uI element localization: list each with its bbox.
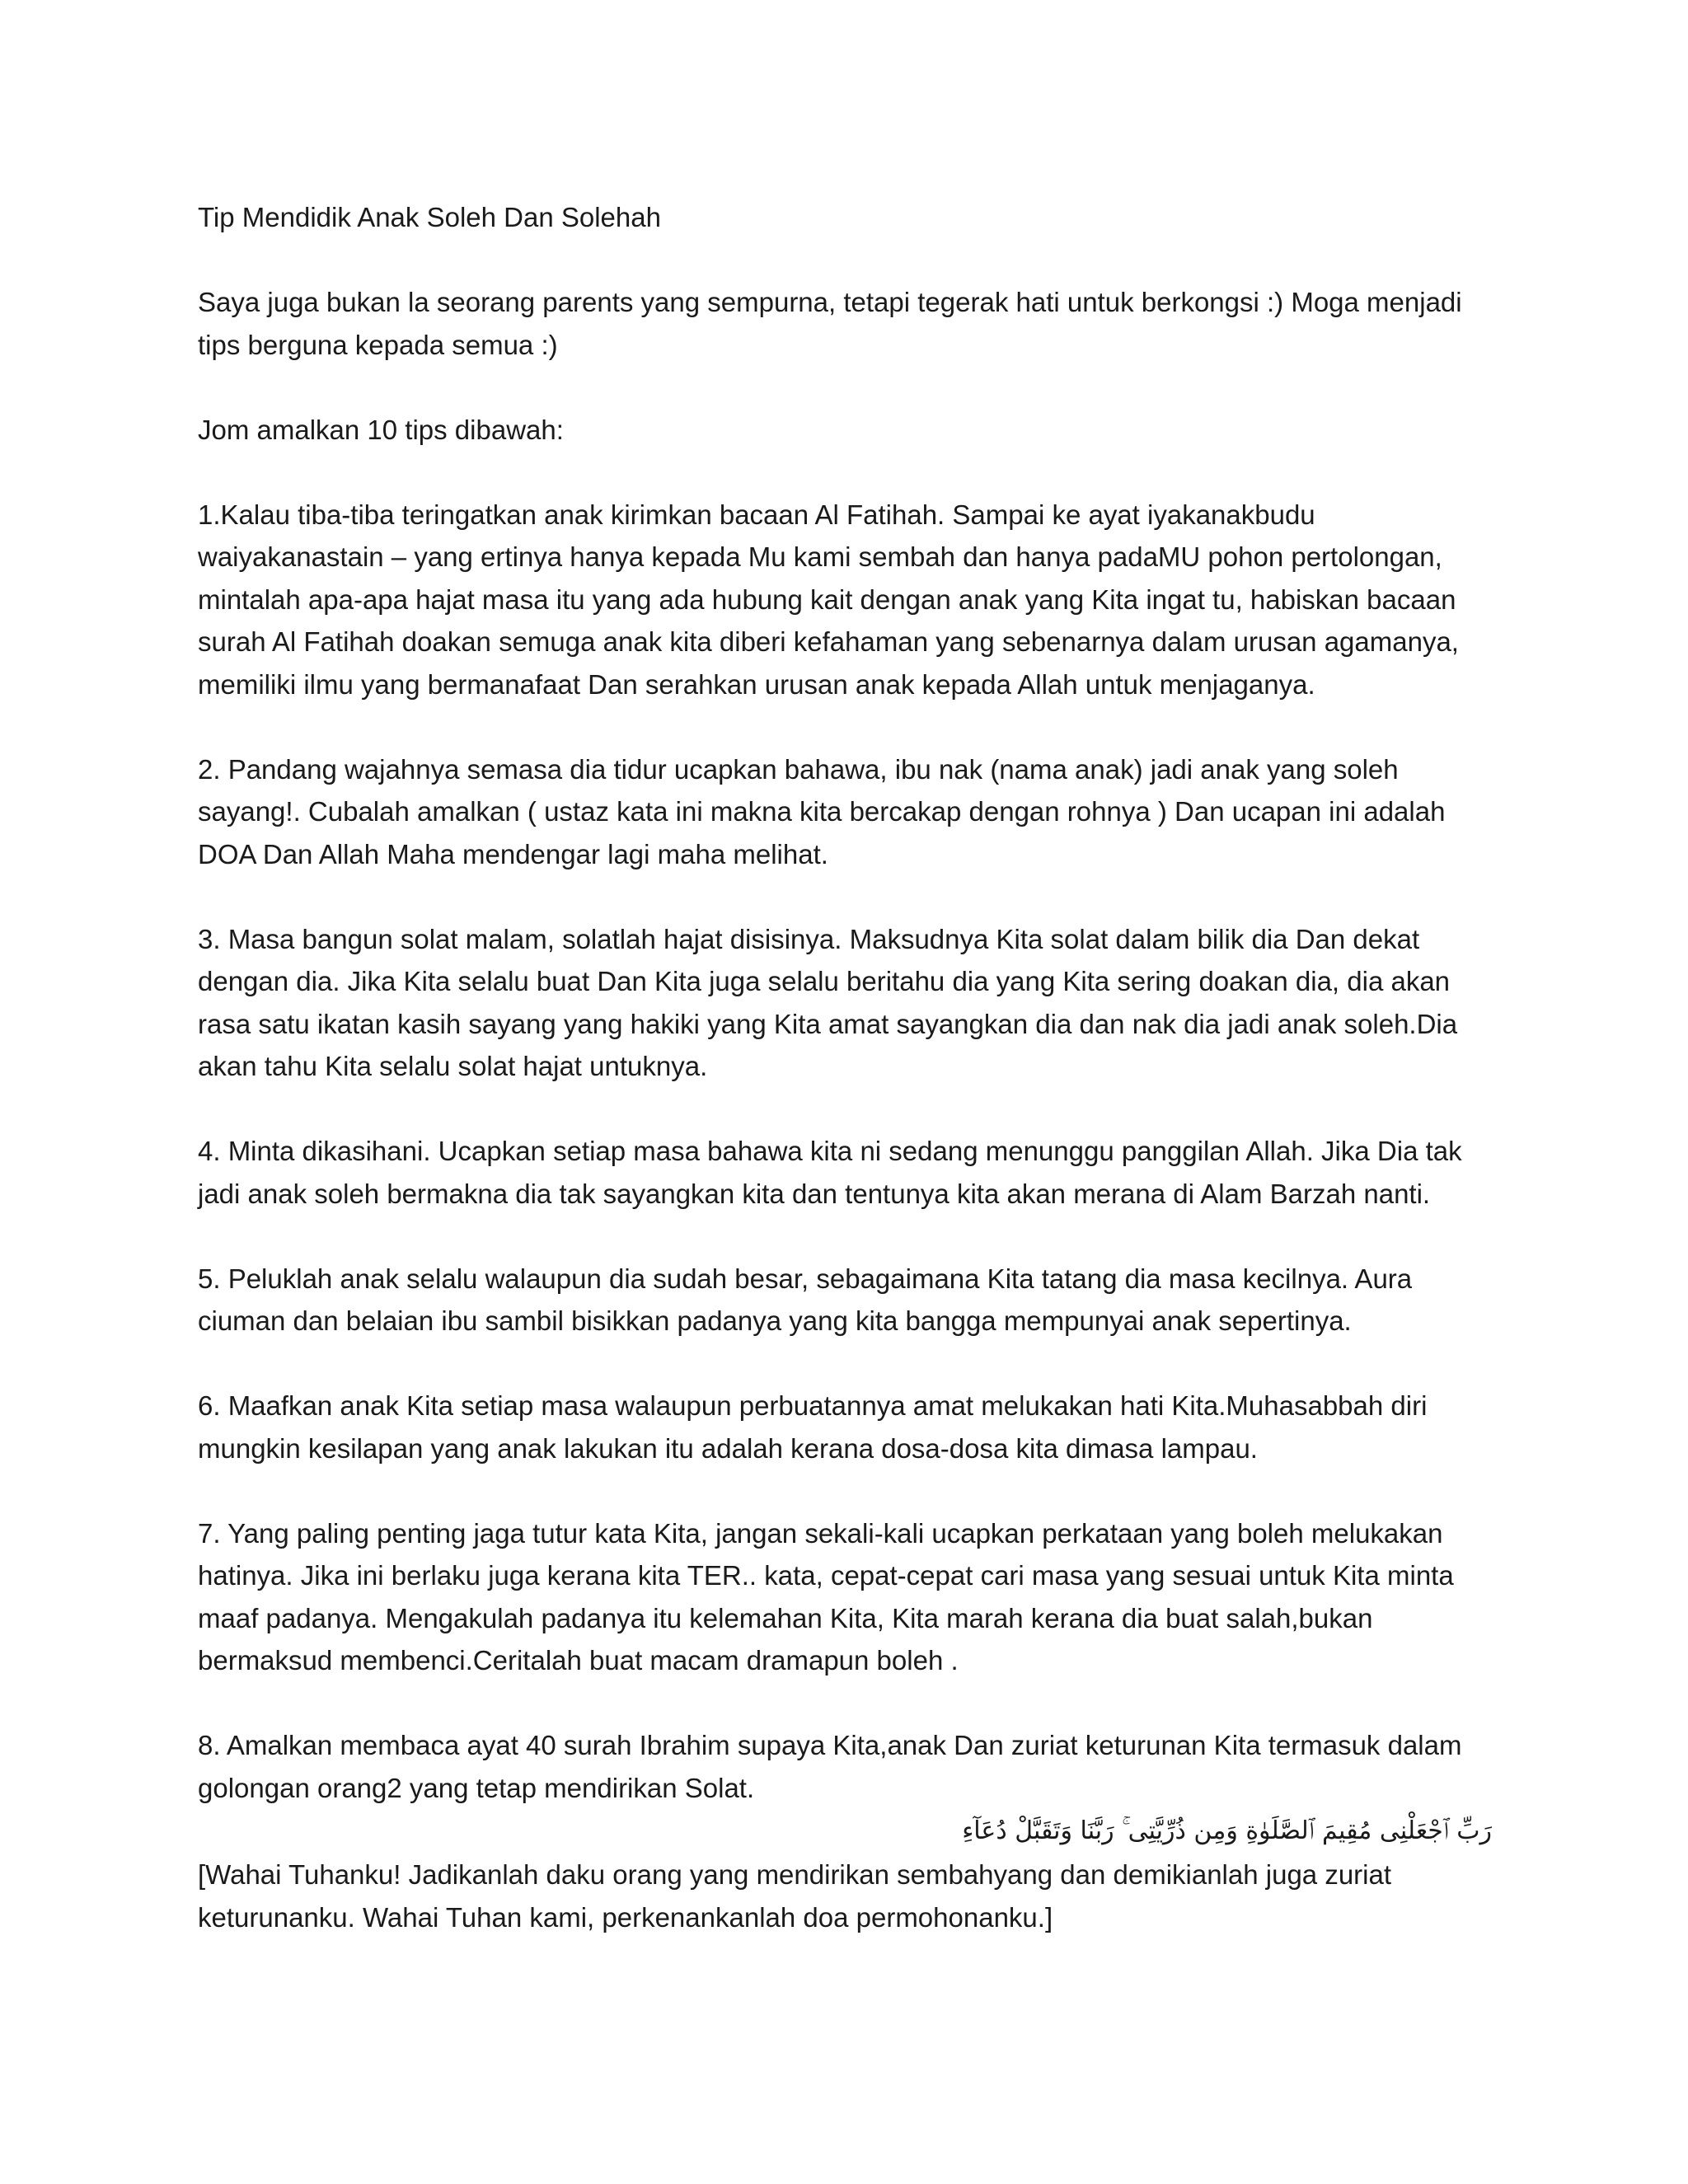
tip-line: 3. Masa bangun solat malam, solatlah hajat disisinya. Maksudnya Kita solat dalam bilik dia Dan dekat (198, 923, 1420, 954)
tip-line: 1.Kalau tiba-tiba teringatkan anak kirimkan bacaan Al Fatihah. Sampai ke ayat iyakanakbudu (198, 499, 1315, 530)
tip-5-paragraph (198, 1258, 1492, 1343)
tip-4-paragraph (198, 1130, 1492, 1215)
tip-3-paragraph (198, 918, 1492, 1088)
tip-line: 5. Peluklah anak selalu walaupun dia sudah besar, sebagaimana Kita tatang dia masa kecilnya. Aura (198, 1263, 1413, 1294)
lead-paragraph (198, 409, 1492, 452)
tip-line: hatinya. Jika ini berlaku juga kerana kita TER.. kata, cepat-cepat cari masa yang sesuai untuk Kita minta (198, 1560, 1454, 1591)
tip-line: mungkin kesilapan yang anak lakukan itu adalah kerana dosa-dosa kita dimasa lampau. (198, 1432, 1258, 1464)
document-page (198, 196, 1492, 1981)
tip-line: jadi anak soleh bermakna dia tak sayangkan kita dan tentunya kita akan merana di Alam Barzah nanti. (198, 1178, 1431, 1209)
translation-line: keturunanku. Wahai Tuhan kami, perkenankanlah doa permohonanku.] (198, 1901, 1053, 1933)
translation-line: [Wahai Tuhanku! Jadikanlah daku orang yang mendirikan sembahyang dan demikianlah juga zuriat (198, 1859, 1392, 1890)
tip-line: maaf padanya. Mengakulah padanya itu kelemahan Kita, Kita marah kerana dia buat salah,bukan (198, 1602, 1373, 1633)
tip-line: sayang!. Cubalah amalkan ( ustaz kata ini makna kita bercakap dengan rohnya ) Dan ucapan ini adalah (198, 796, 1446, 827)
tip-line: mintalah apa-apa hajat masa itu yang ada hubung kait dengan anak yang Kita ingat tu, habiskan bacaan (198, 583, 1456, 615)
tip-line: akan tahu Kita selalu solat hajat untuknya. (198, 1051, 708, 1081)
tip-line: dengan dia. Jika Kita selalu buat Dan Kita juga selalu beritahu dia yang Kita sering doakan dia, dia akan (198, 966, 1451, 996)
tip-2-paragraph (198, 748, 1492, 876)
tip-line: 8. Amalkan membaca ayat 40 surah Ibrahim supaya Kita,anak Dan zuriat keturunan Kita termasuk dalam (198, 1730, 1462, 1760)
document-title (198, 196, 1492, 239)
tip-line: 2. Pandang wajahnya semasa dia tidur ucapkan bahawa, ibu nak (nama anak) jadi anak yang soleh (198, 753, 1399, 785)
lead-line: Jom amalkan 10 tips dibawah: (198, 414, 564, 445)
tip-line: memiliki ilmu yang bermanafaat Dan serahkan urusan anak kepada Allah untuk menjaganya. (198, 668, 1315, 700)
tip-line: rasa satu ikatan kasih sayang yang hakiki yang Kita amat sayangkan dia dan nak dia jadi anak soleh.Dia (198, 1008, 1458, 1039)
intro-paragraph (198, 281, 1492, 366)
tip-line: 4. Minta dikasihani. Ucapkan setiap masa bahawa kita ni sedang menunggu panggilan Allah. Jika Dia tak (198, 1136, 1462, 1166)
tip-line: waiyakanastain – yang ertinya hanya kepada Mu kami sembah dan hanya padaMU pohon pertolongan, (198, 541, 1442, 572)
tip-1-paragraph (198, 494, 1492, 706)
tip-line: DOA Dan Allah Maha mendengar lagi maha melihat. (198, 838, 828, 869)
tip-7-paragraph (198, 1512, 1492, 1682)
tip-8-paragraph (198, 1724, 1492, 1938)
arabic-verse: رَبِّ ٱجْعَلْنِى مُقِيمَ ٱلصَّلَوٰةِ وَمِن ذُرِّيَّتِى ۚ رَبَّنَا وَتَقَبَّلْ دُعَآءِ (962, 1816, 1492, 1845)
tip-line: ciuman dan belaian ibu sambil bisikkan padanya yang kita bangga mempunyai anak sepertinya. (198, 1305, 1352, 1336)
tip-line: 7. Yang paling penting jaga tutur kata Kita, jangan sekali-kali ucapkan perkataan yang boleh melukakan (198, 1517, 1443, 1549)
tip-6-paragraph (198, 1385, 1492, 1469)
intro-line: tips berguna kepada semua :) (198, 329, 558, 360)
tip-line: 6. Maafkan anak Kita setiap masa walaupun perbuatannya amat melukakan hati Kita.Muhasabbah diri (198, 1390, 1428, 1421)
tip-line: surah Al Fatihah doakan semuga anak kita diberi kefahaman yang sebenarnya dalam urusan agamanya, (198, 626, 1459, 657)
intro-line: Saya juga bukan la seorang parents yang sempurna, tetapi tegerak hati untuk berkongsi :) Moga menjadi (198, 287, 1462, 317)
title-line: Tip Mendidik Anak Soleh Dan Solehah (198, 202, 661, 232)
tip-line: bermaksud membenci.Ceritalah buat macam dramapun boleh . (198, 1645, 959, 1675)
tip-line: golongan orang2 yang tetap mendirikan Solat. (198, 1772, 755, 1803)
